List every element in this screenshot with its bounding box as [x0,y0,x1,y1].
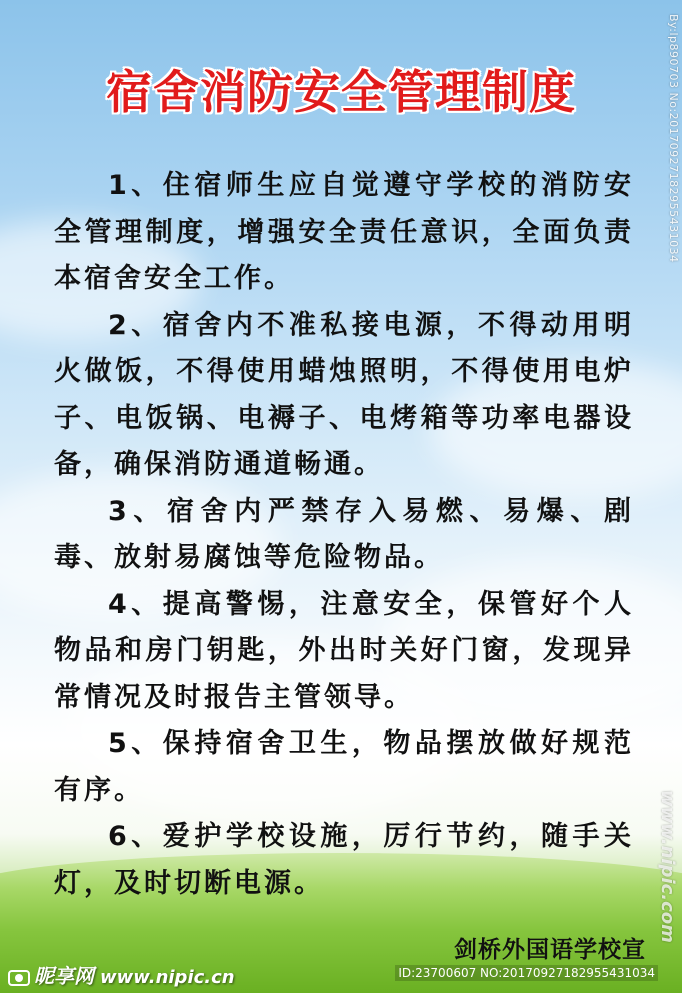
regulation-item-3: 3、宿舍内严禁存入易燃、易爆、剧毒、放射易腐蚀等危险物品。 [54,495,634,573]
school-signature: 剑桥外国语学校宣 [454,937,646,963]
nipic-logo-icon [8,968,30,988]
regulation-item-5: 5、保持宿舍卫生，物品摆放做好规范有序。 [54,728,634,806]
regulation-item-6: 6、爱护学校设施，厉行节约，随手关灯，及时切断电源。 [54,821,634,899]
regulation-item-2: 2、宿舍内不准私接电源，不得动用明火做饭，不得使用蜡烛照明，不得使用电炉子、电饭锅、电褥子、电烤箱等功率电器设备，确保消防通道畅通。 [54,309,634,480]
regulation-item-1: 1、住宿师生应自觉遵守学校的消防安全管理制度，增强安全责任意识，全面负责本宿舍安全工作。 [54,170,634,294]
watermark-id: ID:23700607 NO:20170927182955431034 [395,965,658,981]
regulation-item-4: 4、提高警惕，注意安全，保管好个人物品和房门钥匙，外出时关好门窗，发现异常情况及时报告主管领导。 [54,588,634,713]
poster-title: 宿舍消防安全管理制度 [106,65,576,119]
watermark-brand [8,960,235,989]
side-watermark: By:lp890703 No:20170927182955431034 [667,14,680,263]
regulation-body [54,163,634,907]
side-watermark-url: www.nipic.com [657,790,678,943]
watermark-brand-name: 昵享网 [34,964,94,988]
watermark-url: www.nipic.cn [100,967,235,988]
